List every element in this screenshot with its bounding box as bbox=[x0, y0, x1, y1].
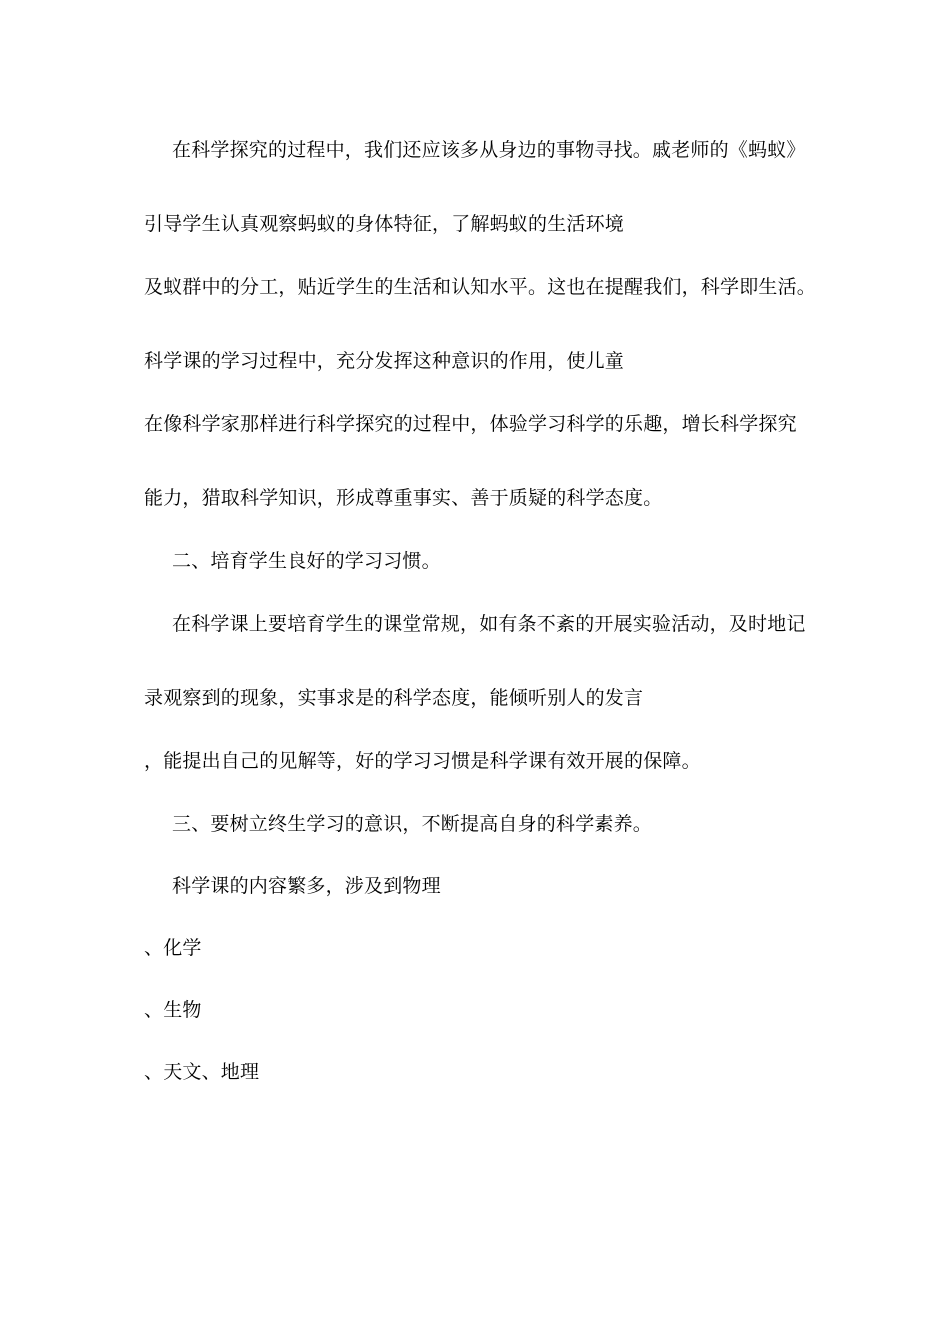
paragraph-line-5: 在像科学家那样进行科学探究的过程中，体验学习科学的乐趣，增长科学探究 bbox=[144, 413, 797, 435]
paragraph-line-10: 科学课的内容繁多，涉及到物理 bbox=[172, 875, 441, 897]
paragraph-line-1: 在科学探究的过程中，我们还应该多从身边的事物寻找。戚老师的《蚂蚁》 bbox=[172, 139, 806, 161]
paragraph-line-7: 在科学课上要培育学生的课堂常规，如有条不紊的开展实验活动，及时地记 bbox=[172, 613, 806, 635]
paragraph-line-9: ，能提出自己的见解等，好的学习习惯是科学课有效开展的保障。 bbox=[144, 750, 701, 772]
paragraph-line-2: 引导学生认真观察蚂蚁的身体特征，了解蚂蚁的生活环境 bbox=[144, 213, 625, 235]
section-heading-2: 二、培育学生良好的学习习惯。 bbox=[172, 550, 441, 572]
paragraph-line-12: 、生物 bbox=[144, 999, 202, 1021]
paragraph-line-11: 、化学 bbox=[144, 937, 202, 959]
paragraph-line-4: 科学课的学习过程中，充分发挥这种意识的作用，使儿童 bbox=[144, 350, 625, 372]
paragraph-line-8: 录观察到的现象，实事求是的科学态度，能倾听别人的发言 bbox=[144, 687, 644, 709]
paragraph-line-13: 、天文、地理 bbox=[144, 1061, 260, 1083]
section-heading-3: 三、要树立终生学习的意识，不断提高自身的科学素养。 bbox=[172, 813, 653, 835]
paragraph-line-3: 及蚁群中的分工，贴近学生的生活和认知水平。这也在提醒我们，科学即生活。 bbox=[144, 276, 817, 298]
paragraph-line-6: 能力，猎取科学知识，形成尊重事实、善于质疑的科学态度。 bbox=[144, 487, 663, 509]
